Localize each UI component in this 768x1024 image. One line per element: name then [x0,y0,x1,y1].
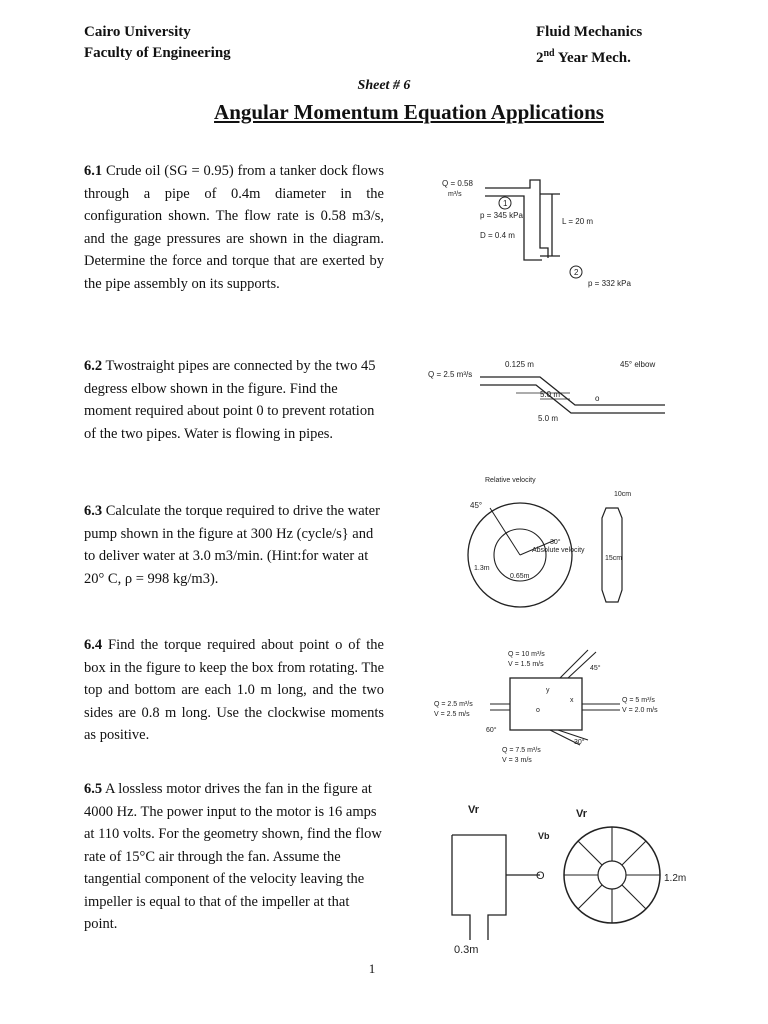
problem-number: 6.3 [84,503,103,519]
problem-6-2 [84,355,384,445]
point-o-label: O [536,870,545,882]
top-velocity: V = 1.5 m/s [508,661,544,668]
year-suffix: nd [543,48,555,59]
page-title: Angular Momentum Equation Applications [214,100,604,124]
left-velocity: V = 2.5 m/s [434,711,470,718]
elbow-label: 45° elbow [620,360,656,369]
figure-6-5-fan [440,795,690,960]
right-velocity: V = 2.0 m/s [622,707,658,714]
page-number: 1 [368,961,376,976]
problem-text: Crude oil (SG = 0.95) from a tanker dock flows through a pipe of 0.4m diameter in the configuration shown. The flow rate is 0.58 m3/s, and the gage pressures are shown in the diagram. Determine the force and torque that are exerted by the pipe assembly on its supports. [84,163,384,292]
problem-6-5 [84,778,384,936]
problem-6-3 [84,500,384,590]
year-number: 2 [536,50,544,66]
fan-hub [598,861,626,889]
relative-velocity-label: Relative velocity [485,477,536,484]
figure-6-1-pipe [430,168,710,298]
course-name: Fluid Mechanics [536,24,643,40]
width-15cm-label: 15cm [605,555,623,562]
figure-6-3-pump [440,470,690,620]
angle-30-label: 30° [550,539,561,546]
angle-60-label: 60° [486,727,497,734]
year-label [536,43,642,69]
station-1-label: 1 [503,199,508,208]
length-label: L = 20 m [562,217,594,226]
problem-text: Calculate the torque required to drive the water pump shown in the figure at 300 Hz (cycle/s} and to deliver water at 3.0 m3/min. (Hint:for water at 20° C, ρ = 998 kg/m3). [84,503,380,587]
diameter-label: D = 0.4 m [480,231,515,240]
width-label: 0.3m [454,944,479,956]
vb-label: Vb [538,831,550,841]
control-box [510,678,582,730]
header-left [84,22,231,64]
point-o-label: o [536,707,540,714]
angle-45-label: 45° [470,501,483,510]
y-axis-label: y [546,687,550,694]
faculty-name: Faculty of Engineering [84,45,231,61]
problem-number: 6.2 [84,358,103,374]
outer-radius-label: 1.3m [474,565,490,572]
top-angle: 45° [590,665,601,672]
flow-rate-unit: m³/s [448,191,462,198]
sheet-number: Sheet # 6 [357,78,411,93]
bottom-flow-rate: Q = 7.5 m³/s [502,747,541,754]
fan-side-view [452,835,506,940]
right-flow-rate: Q = 5 m³/s [622,697,655,704]
left-flow-rate: Q = 2.5 m³/s [434,701,473,708]
width-10cm-label: 10cm [614,491,632,498]
pressure-2-label: p = 332 kPa [588,279,631,288]
flow-rate-label: Q = 2.5 m³/s [428,370,473,379]
angle-30-label: 30° [574,739,585,746]
problem-text: Twostraight pipes are connected by the two 45 degress elbow shown in the figure. Find the moment required about point 0 to prevent rotation of the two pipes. Water is flowing in pipes. [84,358,376,442]
flow-rate-label: Q = 0.58 [442,179,473,188]
university-name: Cairo University [84,24,191,40]
problem-number: 6.1 [84,163,103,179]
station-2-label: 2 [574,268,579,277]
vr-label-left: Vr [468,804,480,816]
problem-number: 6.5 [84,781,103,797]
bottom-velocity: V = 3 m/s [502,757,532,764]
vr-label-right: Vr [576,808,588,820]
absolute-velocity-label: Absolute velocity [532,547,585,554]
year-rest: Year Mech. [554,50,631,66]
problem-6-4 [84,634,384,747]
figure-6-2-elbow-pipes [420,355,670,435]
problem-text: Find the torque required about point o of the box in the figure to keep the box from rotating. The top and bottom are each 1.0 m long, and the two sides are 0.8 m long. Use the clockwise moments as positive. [84,637,384,743]
pressure-1-label: p = 345 kPa [480,211,523,220]
problem-text: A lossless motor drives the fan in the figure at 4000 Hz. The power input to the motor is 16 amps at 110 volts. For the geometry shown, find the flow rate of 15°C air through the fan. Assume the tangential component of the velocity leaving the impeller is equal to that of the impeller at that point. [84,781,382,932]
length-2-label: 5.0 m [538,414,559,423]
length-1-label: 5.0 m [540,390,561,399]
problem-number: 6.4 [84,637,103,653]
diameter-label: 0.125 m [505,360,534,369]
header-right [536,22,642,69]
point-o-label: o [595,394,600,403]
height-label: 1.2m [664,873,687,884]
top-flow-rate: Q = 10 m³/s [508,651,545,658]
x-axis-label: x [570,697,574,704]
problem-6-1 [84,160,384,295]
inner-radius-label: 0.65m [510,573,530,580]
figure-6-4-box [430,640,720,765]
